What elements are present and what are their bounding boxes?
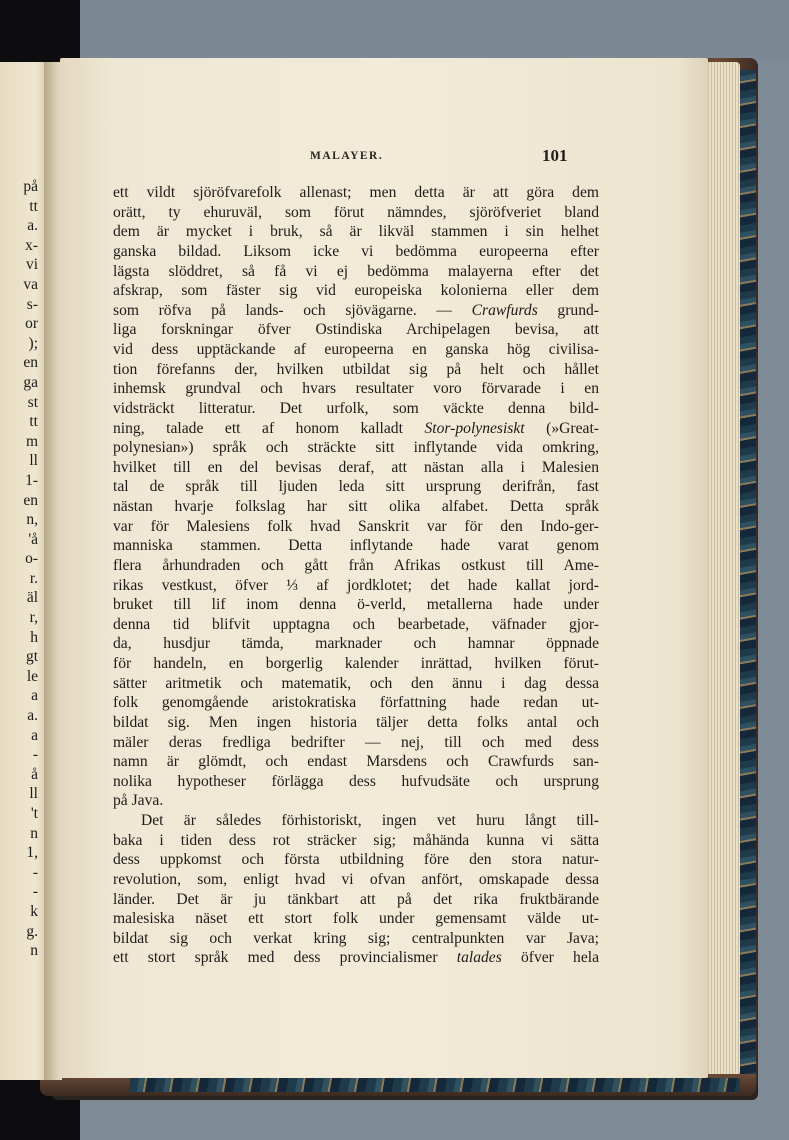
text-line: polynesian») språk och sträckte sitt inflytande vida omkring, xyxy=(113,439,599,457)
left-page-fragment: r. xyxy=(29,569,38,587)
left-page-fragment: - xyxy=(32,863,38,881)
left-page-fragment: tt xyxy=(29,197,38,215)
left-page-fragment: vi xyxy=(25,256,38,274)
background xyxy=(0,0,789,60)
text-line: sätter aritmetik och matematik, och den ännu i dag dessa xyxy=(113,674,599,692)
text-line: nästan hvarje folkslag har sitt olika alfabet. Detta språk xyxy=(113,498,599,515)
text-line: bruket till lif inom denna ö-verld, metallerna hade under xyxy=(113,596,599,614)
text-line: ett stort språk med dess provincialismer talades öfver hela xyxy=(113,949,600,967)
text-line: Det är således förhistoriskt, ingen vet huru långt till- xyxy=(141,812,599,829)
text-line: denna tid blifvit upptagna och bearbetade, väfnader gjor- xyxy=(113,615,599,633)
italic-text: talades xyxy=(456,949,502,967)
italic-text: Crawfurds xyxy=(471,301,538,319)
left-page-fragment: st xyxy=(27,393,38,411)
left-page-fragment: n xyxy=(30,824,38,842)
text-line: hvilket till en del bevisas deraf, att nästan alla i Malesien xyxy=(113,458,599,476)
left-page-fragment: 'å xyxy=(28,530,38,548)
text-line: ganska bildad. Liksom icke vi bedömma europeerna efter xyxy=(113,242,599,260)
text-line: dess uppkomst och första utbildning före den stora natur- xyxy=(113,851,599,869)
text-line: manniska stammen. Detta inflytande hade varat genom xyxy=(113,537,599,555)
text-line: för handeln, en borgerlig kalender inrättad, hvilken förut- xyxy=(113,655,599,672)
left-page-fragment: r, xyxy=(29,609,38,627)
text-line: tion förefanns der, hvilken utbildat sig på helt och hållet xyxy=(113,360,599,378)
text-line: ning, talade ett af honom kalladt Stor-polynesiskt (»Great- xyxy=(113,419,599,437)
left-page-fragment: på xyxy=(23,178,38,195)
text-line: bildat sig och verkat kring sig; centralpunkten var Java; xyxy=(113,929,599,947)
left-page-fragment: ll xyxy=(29,452,38,470)
left-page-fragment: gt xyxy=(25,648,38,666)
left-page-fragment: äl xyxy=(26,589,38,607)
running-head: MALAYER. xyxy=(310,150,384,162)
text-line: mäler deras fredliga bedrifter — nej, till och med dess xyxy=(113,733,599,751)
left-page-fragment: x- xyxy=(25,236,38,254)
left-page-fragment: ll xyxy=(29,785,38,803)
text-line: länder. Det är ju tänkbart att på det rika fruktbärande xyxy=(113,890,599,908)
text-line: dem är mycket i bruk, så är likväl stammen i sin helhet xyxy=(113,223,599,241)
text-line: inhemsk grundval och hvars resultater voro förvarade i en xyxy=(113,380,599,398)
text-line: revolution, som, enligt hvad vi ofvan anfört, omskapade dessa xyxy=(113,870,599,888)
left-page-fragment: a. xyxy=(27,217,38,235)
left-page-fragment: n, xyxy=(26,511,38,529)
text-line: baka i tiden dess rot sträcker sig; måhända kunna vi sätta xyxy=(113,831,599,849)
italic-text: Stor-polynesiskt xyxy=(424,419,525,437)
left-page-fragment: 't xyxy=(30,805,38,822)
left-page-fragment: a xyxy=(31,687,38,705)
text-line: ett vildt sjöröfvarefolk allenast; men detta är att göra dem xyxy=(113,184,599,201)
page-number: 101 xyxy=(542,146,568,165)
text-line: var för Malesiens folk hvad Sanskrit var för den Indo-ger- xyxy=(113,517,599,535)
left-page-fragment: or xyxy=(25,315,38,333)
left-page-fragment: h xyxy=(30,628,38,646)
text-line: malesiska näset ett stort folk under gemensamt välde ut- xyxy=(113,910,599,928)
left-page-fragment: a. xyxy=(27,707,38,725)
left-page-fragment: å xyxy=(31,765,38,783)
left-page-fragment: 1, xyxy=(26,844,38,862)
left-page-fragment: va xyxy=(23,275,38,293)
left-page-fragment: ); xyxy=(28,334,38,352)
text-line: nolika hypotheser förlägga dess hufvudsäte och ursprung xyxy=(113,772,599,790)
left-page-fragment: g. xyxy=(26,922,38,940)
left-page-fragment: tt xyxy=(29,413,38,431)
left-page-fragment: 1- xyxy=(25,471,38,489)
text-line: liga forskningar öfver Ostindiska Archipelagen bevisa, att xyxy=(113,321,599,339)
left-page-fragment: s- xyxy=(26,295,38,313)
marbled-edge-bottom xyxy=(130,1078,740,1092)
text-line: flera århundraden och gått från Afrikas ostkust till Ame- xyxy=(113,556,599,574)
text-line: vidsträckt litteratur. Det urfolk, som väckte denna bild- xyxy=(113,399,599,417)
left-page-fragment: - xyxy=(32,883,38,901)
left-page-fragment: - xyxy=(32,746,38,764)
left-page-fragment: en xyxy=(23,354,38,372)
text-line: på Java. xyxy=(113,792,164,810)
text-line: afskrap, som fäster sig vid europeiska kolonierna eller dem xyxy=(113,282,599,300)
text-line: tal de språk till ljuden leda sitt ursprung derifrån, fast xyxy=(113,478,599,496)
left-page-fragment: k xyxy=(30,902,38,920)
text-line: folk genomgående aristokratiska författning hade redan ut- xyxy=(113,694,599,712)
left-page-fragment: le xyxy=(26,667,38,685)
text-line: namn är glömdt, och endast Marsdens och Crawfurds san- xyxy=(113,753,599,771)
text-line: da, husdjur tämda, marknader och hamnar öppnade xyxy=(113,635,599,653)
text-line: som röfva på lands- och sjövägarne. — Crawfurds grund- xyxy=(113,301,599,319)
text-line: lägsta slöddret, så få vi ej bedömma malayerna efter det xyxy=(113,262,599,280)
left-page-fragment: en xyxy=(23,491,38,509)
left-page-fragment: ga xyxy=(23,373,38,391)
left-page-fragment: m xyxy=(25,432,38,450)
text-line: rikas vestkust, öfver ⅓ af jordklotet; det hade kallat jord- xyxy=(113,576,599,594)
left-page-fragment: n xyxy=(30,942,38,960)
left-page-fragment: a xyxy=(31,726,38,744)
text-line: bildat sig. Men ingen historia täljer detta folks antal och xyxy=(113,713,599,731)
left-page-fragment: o- xyxy=(25,550,38,568)
text-line: orätt, ty ehuruväl, som förut nämndes, sjöröfveriet bland xyxy=(113,203,599,221)
text-line: vid dess upptäckande af europeerna en ganska hög civilisa- xyxy=(113,341,599,358)
left-page-fragments xyxy=(0,177,50,961)
body-text xyxy=(113,183,599,968)
